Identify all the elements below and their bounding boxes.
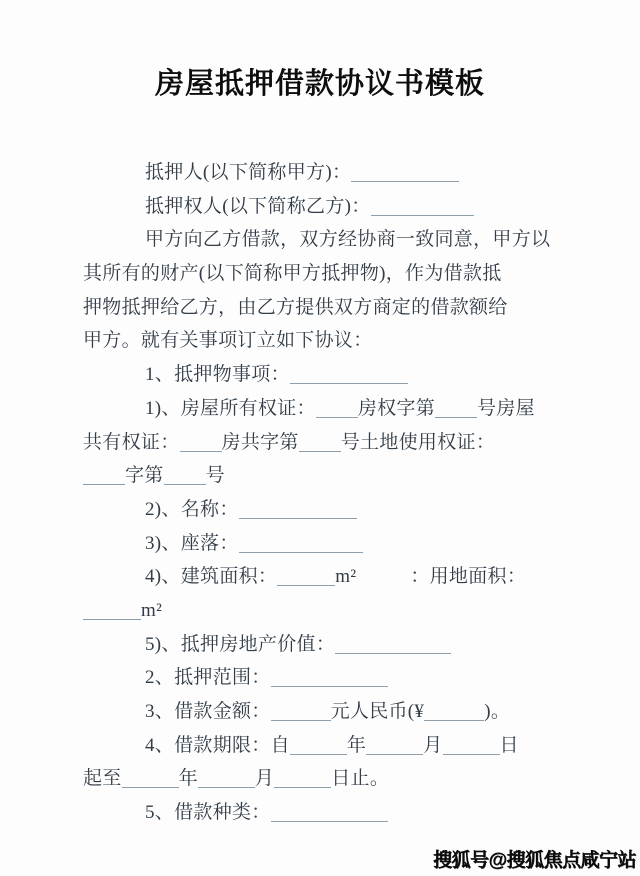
fill-in-blank	[366, 736, 423, 755]
text-run: 字第	[125, 465, 164, 487]
fill-in-blank	[299, 433, 341, 452]
watermark: 搜狐号@搜狐焦点咸宁站	[432, 850, 636, 871]
text-run: ：用地面积：	[410, 566, 527, 588]
document-line	[83, 729, 640, 763]
fill-in-blank	[335, 635, 451, 654]
document-line	[83, 291, 640, 325]
text-run: 其所有的财产(以下简称甲方抵押物)，作为借款抵	[83, 263, 502, 285]
fill-in-blank	[316, 399, 358, 418]
text-run: 日止。	[331, 768, 390, 790]
document-line	[83, 695, 640, 729]
text-run: 抵押人(以下简称甲方)：	[145, 162, 352, 183]
text-run: 押物抵押给乙方，由乙方提供双方商定的借款额给	[83, 296, 508, 318]
text-run: m²	[141, 599, 163, 621]
document-line	[83, 661, 640, 695]
document-line	[83, 257, 640, 291]
fill-in-blank	[290, 736, 347, 755]
document-line	[83, 796, 640, 830]
document-line	[83, 594, 640, 628]
fill-in-blank	[271, 668, 388, 687]
text-run: 2、抵押范围：	[145, 667, 271, 689]
text-run: 月	[254, 768, 275, 790]
fill-in-blank	[83, 601, 141, 620]
fill-in-blank	[271, 803, 388, 822]
text-run: 5)、抵押房地产价值：	[145, 633, 336, 655]
fill-in-blank	[271, 702, 331, 721]
text-run: 5、借款种类：	[145, 802, 271, 824]
document-line	[83, 628, 640, 662]
text-run: 3、借款金额：	[145, 701, 271, 722]
spacer	[356, 581, 410, 582]
document-line	[83, 392, 640, 426]
text-run: 1)、房屋所有权证：	[145, 397, 316, 419]
fill-in-blank	[443, 736, 500, 755]
text-run: 年	[346, 734, 367, 756]
document-line	[83, 223, 640, 257]
document-line	[83, 358, 640, 392]
text-run: 抵押权人(以下简称乙方)：	[145, 195, 371, 217]
document-line	[83, 324, 640, 358]
text-run: 号	[205, 465, 225, 487]
fill-in-blank	[83, 466, 125, 485]
document-line	[83, 459, 640, 493]
text-run: 甲方。就有关事项订立如下协议：	[83, 330, 373, 352]
text-run: )。	[484, 701, 511, 722]
fill-in-blank	[180, 433, 222, 452]
document-line	[83, 156, 640, 190]
text-run: 房权字第	[357, 397, 436, 419]
fill-in-blank	[239, 500, 357, 519]
document-line	[83, 762, 640, 796]
text-run: 1、抵押物事项：	[145, 364, 290, 386]
fill-in-blank	[239, 534, 363, 553]
text-run: 月	[423, 734, 443, 756]
fill-in-blank	[122, 769, 179, 788]
text-run: 起至	[83, 768, 122, 790]
text-run: 房共字第	[221, 431, 299, 453]
text-run: 年	[178, 768, 198, 790]
text-run: 号房屋	[477, 397, 535, 419]
document-title: 房屋抵押借款协议书模板	[154, 68, 485, 100]
text-run: 元人民币(¥	[330, 701, 425, 722]
fill-in-blank	[290, 365, 408, 384]
document-line	[83, 190, 640, 224]
text-run: 日	[499, 734, 519, 756]
fill-in-blank	[274, 769, 331, 788]
text-run: 4、借款期限：自	[145, 734, 290, 756]
fill-in-blank	[435, 399, 477, 418]
fill-in-blank	[424, 702, 484, 721]
text-run: m²	[335, 566, 357, 588]
fill-in-blank	[351, 163, 459, 182]
fill-in-blank	[198, 769, 255, 788]
text-run: 共有权证：	[83, 431, 180, 453]
text-run: 号土地使用权证：	[340, 431, 496, 453]
text-run: 甲方向乙方借款，双方经协商一致同意，甲方以	[145, 229, 551, 251]
fill-in-blank	[371, 197, 474, 216]
document-line	[83, 426, 640, 460]
document-body	[0, 156, 640, 830]
document-line	[83, 560, 640, 594]
text-run: 2)、名称：	[145, 498, 239, 520]
document-line	[83, 527, 640, 561]
fill-in-blank	[164, 466, 206, 485]
text-run: 3)、座落：	[145, 532, 239, 554]
text-run: 4)、建筑面积：	[145, 566, 278, 588]
document-line	[83, 493, 640, 527]
fill-in-blank	[277, 567, 335, 586]
